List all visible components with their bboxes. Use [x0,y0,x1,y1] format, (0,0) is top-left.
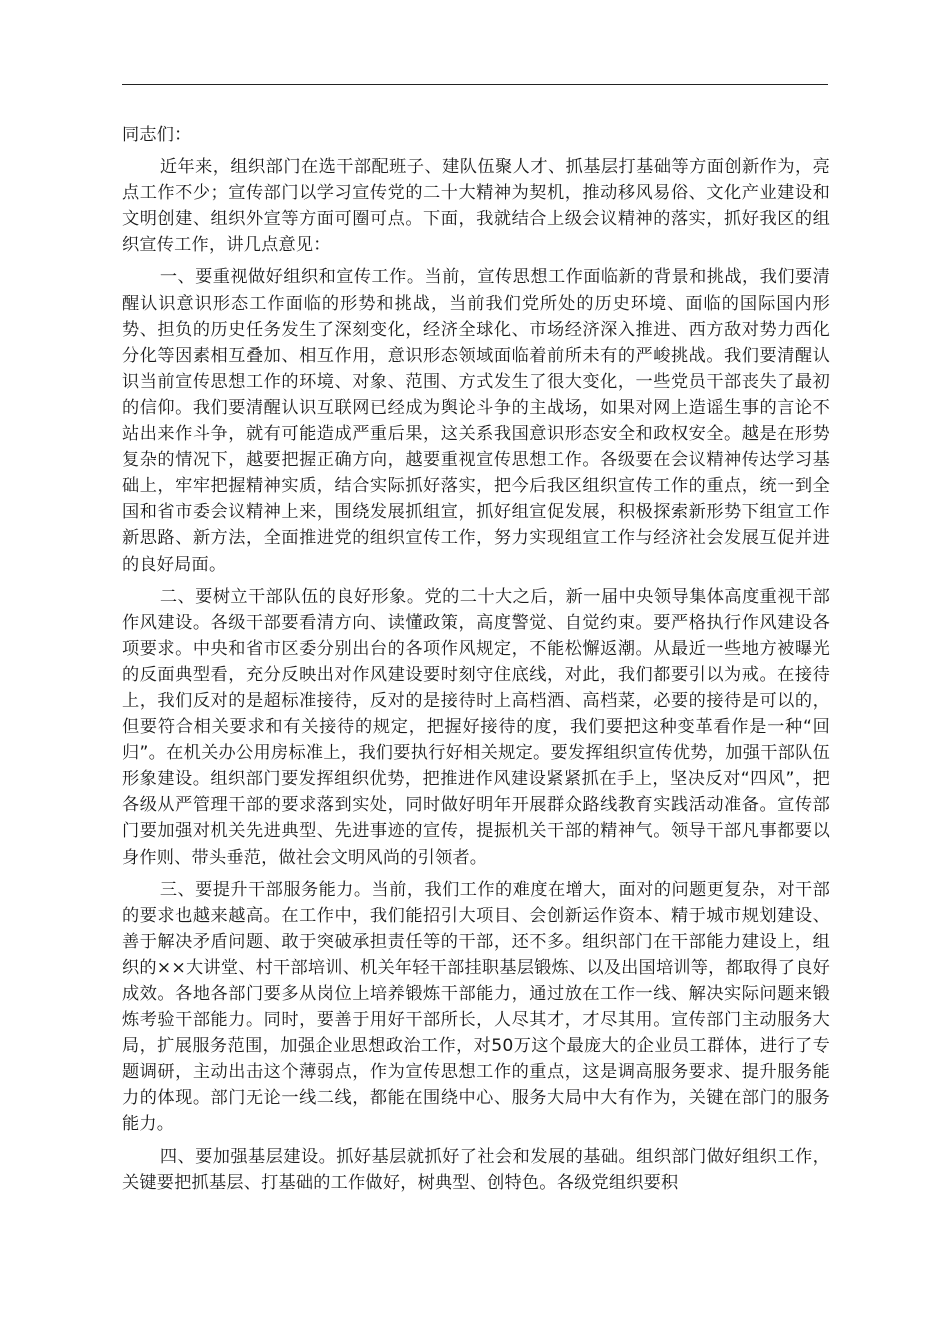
paragraph-intro: 近年来，组织部门在选干部配班子、建队伍聚人才、抓基层打基础等方面创新作为，亮点工作不少；宣传部门以学习宣传党的二十大精神为契机，推动移风易俗、文化产业建设和文明创建、组织外宣等方面可圈可点。下面，我就结合上级会议精神的落实，抓好我区的组织宣传工作，讲几点意见： [122,157,830,256]
paragraph-section-2: 二、要树立干部队伍的良好形象。党的二十大之后，新一届中央领导集体高度重视干部作风建设。各级干部要看清方向、读懂政策，高度警觉、自觉约束。要严格执行作风建设各项要求。中央和省市区委分别出台的各项作风规定，不能松懈返潮。从最近一些地方被曝光的反面典型看，充分反映出对作风建设要时刻守住底线，对此，我们都要引以为戒。在接待上，我们反对的是超标准接待，反对的是接待时上高档酒、高档菜，必要的接待是可以的，但要符合相关要求和有关接待的规定，把握好接待的度，我们要把这种变革看作是一种“回归”。在机关办公用房标准上，我们要执行好相关规定。要发挥组织宣传优势，加强干部队伍形象建设。组织部门要发挥组织优势，把推进作风建设紧紧抓在手上，坚决反对“四风”，把各级从严管理干部的要求落到实处，同时做好明年开展群众路线教育实践活动准备。宣传部门要加强对机关先进典型、先进事迹的宣传，提振机关干部的精神气。领导干部凡事都要以身作则、带头垂范，做社会文明风尚的引领者。 [122,586,830,868]
document-body [122,122,830,1202]
paragraph-section-4: 四、要加强基层建设。抓好基层就抓好了社会和发展的基础。组织部门做好组织工作，关键要把抓基层、打基础的工作做好，树典型、创特色。各级党组织要积 [122,1146,830,1193]
header-rule [122,84,828,85]
paragraph-section-3: 三、要提升干部服务能力。当前，我们工作的难度在增大，面对的问题更复杂，对干部的要求也越来越高。在工作中，我们能招引大项目、会创新运作资本、精于城市规划建设、善于解决矛盾问题、敢于突破承担责任等的干部，还不多。组织部门在干部能力建设上，组织的××大讲堂、村干部培训、机关年轻干部挂职基层锻炼、以及出国培训等，都取得了良好成效。各地各部门要多从岗位上培养锻炼干部能力，通过放在工作一线、解决实际问题来锻炼考验干部能力。同时，要善于用好干部所长，人尽其才，才尽其用。宣传部门主动服务大局，扩展服务范围，加强企业思想政治工作，对50万这个最庞大的企业员工群体，进行了专题调研，主动出击这个薄弱点，作为宣传思想工作的重点，这是调高服务要求、提升服务能力的体现。部门无论一线二线，都能在围绕中心、服务大局中大有作为，关键在部门的服务能力。 [122,879,830,1135]
paragraph-section-1: 一、要重视做好组织和宣传工作。当前，宣传思想工作面临新的背景和挑战，我们要清醒认识意识形态工作面临的形势和挑战，当前我们党所处的历史环境、面临的国际国内形势、担负的历史任务发生了深刻变化，经济全球化、市场经济深入推进、西方敌对势力西化分化等因素相互叠加、相互作用，意识形态领域面临着前所未有的严峻挑战。我们要清醒认识当前宣传思想工作的环境、对象、范围、方式发生了很大变化，一些党员干部丧失了最初的信仰。我们要清醒认识互联网已经成为舆论斗争的主战场，如果对网上造谣生事的言论不站出来作斗争，就有可能造成严重后果，这关系我国意识形态安全和政权安全。越是在形势复杂的情况下，越要把握正确方向，越要重视宣传思想工作。各级要在会议精神传达学习基础上，牢牢把握精神实质，结合实际抓好落实，把今后我区组织宣传工作的重点，统一到全国和省市委会议精神上来，围绕发展抓组宣，抓好组宣促发展，积极探索新形势下组宣工作新思路、新方法，全面推进党的组织宣传工作，努力实现组宣工作与经济社会发展互促并进的良好局面。 [122,267,830,575]
salutation: 同志们： [122,125,192,145]
